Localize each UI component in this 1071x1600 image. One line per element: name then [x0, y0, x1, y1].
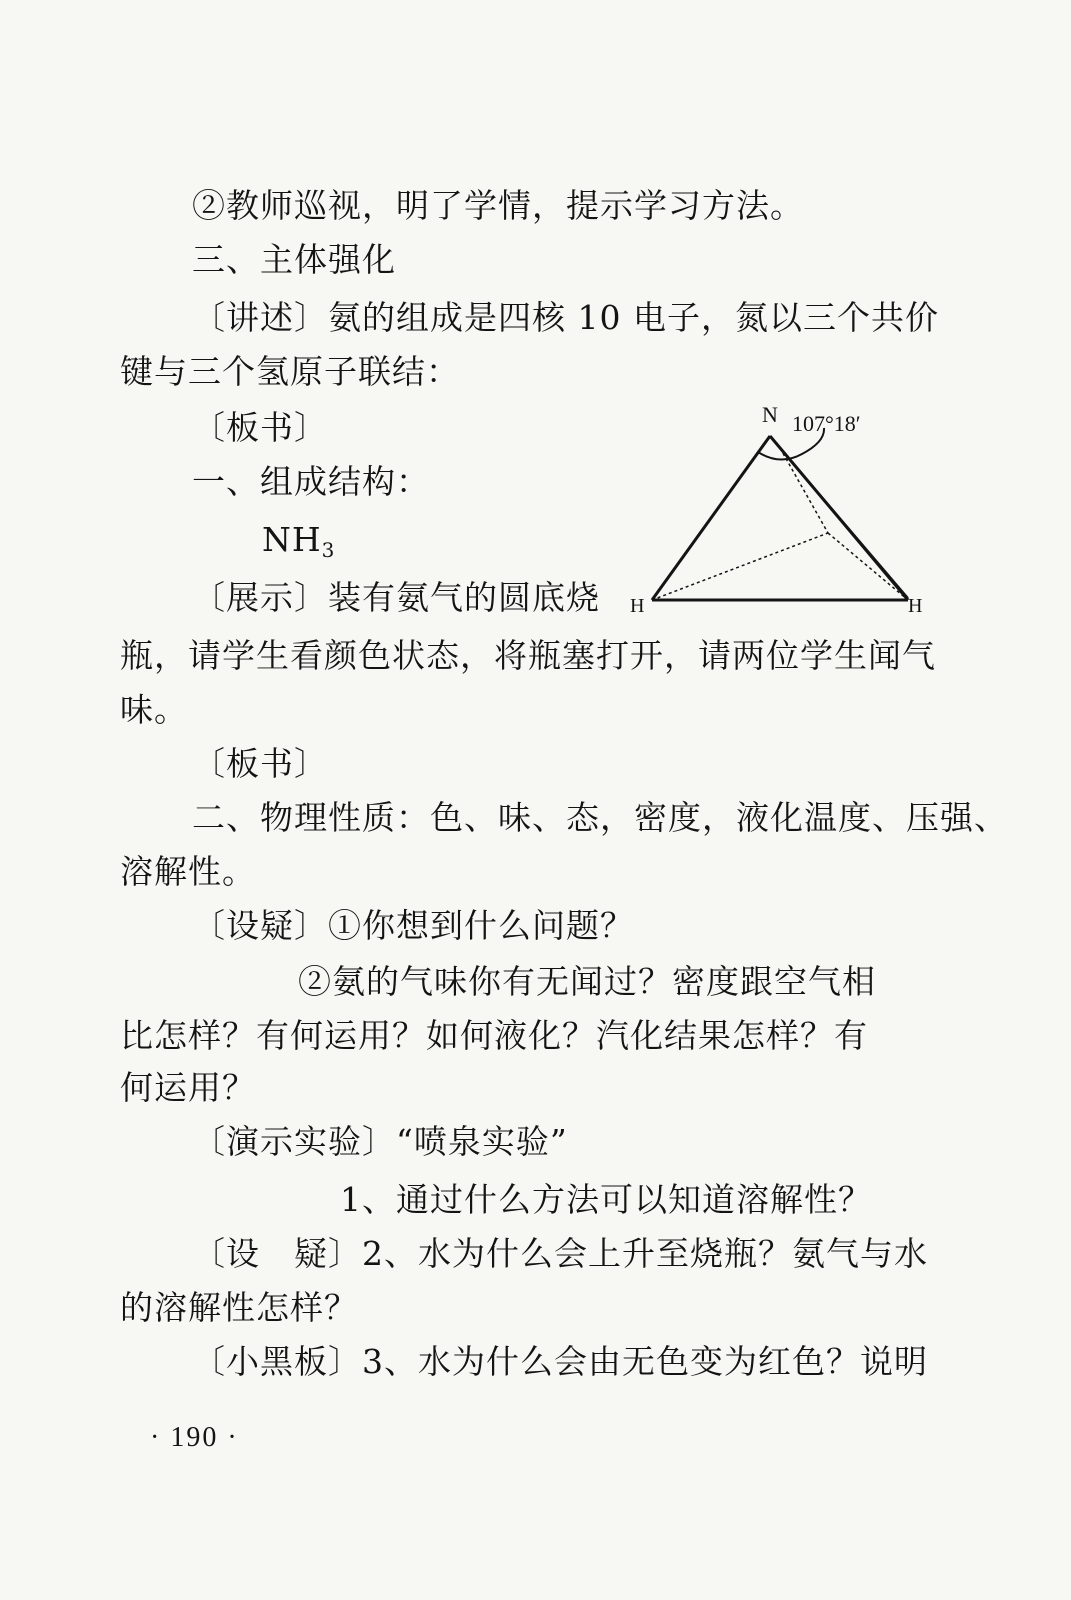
- atom-label-n: N: [762, 402, 778, 427]
- formula-subscript: 3: [321, 538, 335, 562]
- atom-label-h-right: H: [908, 595, 923, 617]
- text-line-3: 〔讲述〕氨的组成是四核 10 电子，氮以三个共价: [192, 298, 939, 337]
- text-line-18: 1、通过什么方法可以知道溶解性？: [340, 1180, 872, 1219]
- text-line-4: 键与三个氢原子联结：: [120, 352, 460, 391]
- edge-front: [780, 448, 908, 598]
- text-line-20: 的溶解性怎样？: [120, 1288, 358, 1327]
- formula-main: NH: [262, 520, 322, 559]
- text-line-15: 比怎样？有何运用？如何液化？汽化结果怎样？有: [120, 1016, 868, 1055]
- text-line-14: ②氨的气味你有无闻过？密度跟空气相: [298, 962, 876, 1001]
- text-line-19: 〔设 疑〕2、水为什么会上升至烧瓶？氨气与水: [192, 1234, 928, 1273]
- subheading-physical: 二、物理性质：色、味、态，密度，液化温度、压强、: [192, 798, 1008, 837]
- text-line-8: 瓶，请学生看颜色状态，将瓶塞打开，请两位学生闻气: [120, 636, 936, 675]
- text-line-16: 何运用？: [120, 1068, 256, 1107]
- atom-label-h-left: H: [630, 595, 645, 617]
- text-line-7: 〔展示〕装有氨气的圆底烧: [192, 578, 600, 617]
- text-line-1: ②教师巡视，明了学情，提示学习方法。: [192, 186, 804, 225]
- text-line-13: 〔设疑〕①你想到什么问题？: [192, 906, 634, 945]
- formula-nh3: [262, 520, 334, 564]
- text-line-10: 〔板书〕: [192, 744, 328, 783]
- section-heading-3: 三、主体强化: [192, 240, 396, 279]
- text-line-21: 〔小黑板〕3、水为什么会由无色变为红色？说明: [192, 1342, 928, 1381]
- bond-angle-label: 107°18′: [792, 411, 861, 436]
- hidden-edge-n: [780, 448, 828, 533]
- subheading-structure: 一、组成结构：: [192, 462, 430, 501]
- text-line-5: 〔板书〕: [192, 408, 328, 447]
- text-line-9: 味。: [120, 690, 188, 729]
- hidden-edge-left: [652, 533, 828, 600]
- text-line-17: 〔演示实验〕“喷泉实验”: [192, 1122, 568, 1161]
- hidden-edge-right: [828, 533, 908, 600]
- text-line-12: 溶解性。: [120, 852, 256, 891]
- edge-n-h-left: [652, 436, 770, 600]
- page-number: · 190 ·: [150, 1422, 239, 1453]
- nh3-pyramid-diagram: [620, 398, 940, 628]
